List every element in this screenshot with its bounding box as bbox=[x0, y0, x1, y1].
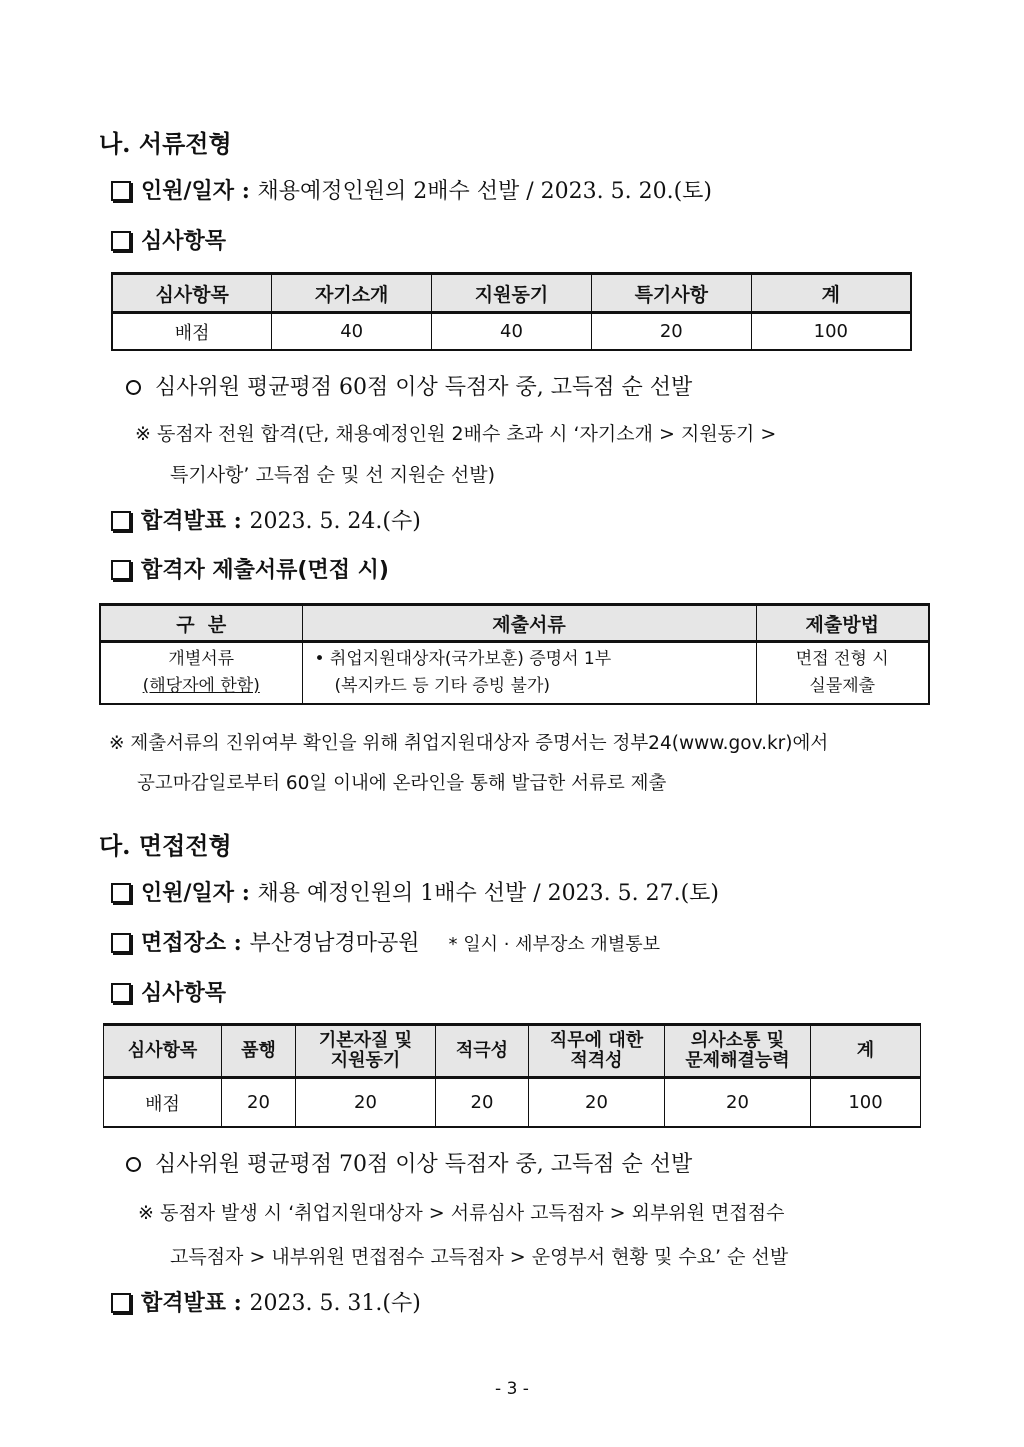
announce-value: 2023. 5. 24.(수) bbox=[249, 509, 421, 534]
announce-label: 합격발표 bbox=[141, 509, 227, 534]
method-line2: 실물제출 bbox=[809, 676, 876, 696]
venue-line: 면접장소 : 부산경남경마공원 * 일시 · 세부장소 개별통보 bbox=[111, 926, 660, 957]
method-line1: 면접 전형 시 bbox=[795, 649, 889, 669]
table-header-cell: 제출방법 bbox=[756, 605, 929, 642]
checkbox-square-icon bbox=[111, 933, 131, 953]
table-header-cell bbox=[296, 1025, 436, 1078]
table-cell-category bbox=[100, 642, 302, 705]
checkbox-square-icon bbox=[111, 1293, 131, 1313]
table-row bbox=[112, 313, 911, 351]
submission-docs-table bbox=[99, 603, 930, 705]
table-cell: 20 bbox=[591, 313, 751, 351]
table-header-cell: 계 bbox=[751, 274, 911, 313]
category-line2: (해당자에 한함) bbox=[142, 676, 260, 696]
personnel-date-line: 인원/일자 : 채용예정인원의 2배수 선발 / 2023. 5. 20.(토) bbox=[111, 174, 712, 205]
table-cell: 20 bbox=[529, 1078, 665, 1128]
interview-personnel-line: 인원/일자 : 채용 예정인원의 1배수 선발 / 2023. 5. 27.(토) bbox=[111, 876, 719, 907]
table-header-cell: 심사항목 bbox=[112, 274, 272, 313]
venue-value: 부산경남경마공원 bbox=[249, 931, 420, 956]
checkbox-square-icon bbox=[111, 560, 131, 580]
table-header-cell: 적극성 bbox=[436, 1025, 529, 1078]
table-header-row bbox=[104, 1025, 921, 1078]
table-cell: 20 bbox=[296, 1078, 436, 1128]
table-row bbox=[104, 1078, 921, 1128]
table-header-cell: 계 bbox=[811, 1025, 921, 1078]
table-cell: 배점 bbox=[112, 313, 272, 351]
announce-line: 합격발표 : 2023. 5. 24.(수) bbox=[111, 504, 421, 535]
criteria-heading-line bbox=[111, 224, 226, 255]
docs-heading: 합격자 제출서류(면접 시) bbox=[141, 558, 389, 583]
section-title-interview: 다. 면접전형 bbox=[99, 831, 232, 860]
table-cell: 40 bbox=[272, 313, 432, 351]
table-header-cell: 특기사항 bbox=[591, 274, 751, 313]
table-header-cell: 자기소개 bbox=[272, 274, 432, 313]
table-header-row bbox=[112, 274, 911, 313]
table-header-cell bbox=[665, 1025, 811, 1078]
docs-heading-line bbox=[111, 553, 389, 584]
header-line: 직무에 대한 bbox=[549, 1030, 644, 1051]
selection-line bbox=[126, 370, 692, 401]
interview-tie-note-line2: 고득점자 > 내부위원 면접점수 고득점자 > 운영부서 현황 및 수요’ 순 선발 bbox=[170, 1246, 789, 1268]
document-screening-table bbox=[111, 272, 912, 351]
docs-note-line2: 공고마감일로부터 60일 이내에 온라인을 통해 발급한 서류로 제출 bbox=[137, 773, 667, 794]
checkbox-square-icon bbox=[111, 883, 131, 903]
checkbox-square-icon bbox=[111, 181, 131, 201]
header-line: 적격성 bbox=[570, 1050, 623, 1071]
header-line: 의사소통 및 bbox=[690, 1030, 785, 1051]
interview-criteria-table bbox=[103, 1023, 921, 1128]
selection-text: 심사위원 평균평점 70점 이상 득점자 중, 고득점 순 선발 bbox=[155, 1152, 693, 1177]
checkbox-square-icon bbox=[111, 983, 131, 1003]
personnel-label: 인원/일자 bbox=[141, 881, 235, 906]
header-line: 문제해결능력 bbox=[685, 1050, 790, 1071]
interview-selection-line bbox=[126, 1147, 692, 1178]
table-header-cell: 지원동기 bbox=[432, 274, 592, 313]
checkbox-square-icon bbox=[111, 231, 131, 251]
table-header-cell: 제출서류 bbox=[302, 605, 756, 642]
table-header-cell bbox=[529, 1025, 665, 1078]
personnel-label: 인원/일자 bbox=[141, 179, 235, 204]
docs-note-line1: ※ 제출서류의 진위여부 확인을 위해 취업지원대상자 증명서는 정부24(www.gov.kr)에서 bbox=[109, 733, 829, 754]
category-line1: 개별서류 bbox=[168, 649, 235, 669]
venue-label: 면접장소 bbox=[141, 931, 227, 956]
personnel-value: 채용예정인원의 2배수 선발 / 2023. 5. 20.(토) bbox=[257, 179, 713, 204]
section-title-document-screening: 나. 서류전형 bbox=[99, 129, 232, 158]
page-number: - 3 - bbox=[495, 1379, 529, 1399]
table-row bbox=[100, 642, 929, 705]
selection-text: 심사위원 평균평점 60점 이상 득점자 중, 고득점 순 선발 bbox=[155, 375, 693, 400]
announce-label: 합격발표 bbox=[141, 1291, 227, 1316]
table-cell: 20 bbox=[436, 1078, 529, 1128]
interview-criteria-heading-line bbox=[111, 976, 226, 1007]
table-cell: 100 bbox=[751, 313, 911, 351]
doc-line1: • 취업지원대상자(국가보훈) 증명서 1부 bbox=[314, 649, 612, 669]
table-cell: 배점 bbox=[104, 1078, 222, 1128]
announce-value: 2023. 5. 31.(수) bbox=[249, 1291, 421, 1316]
table-cell: 20 bbox=[222, 1078, 296, 1128]
interview-tie-note-line1: ※ 동점자 발생 시 ‘취업지원대상자 > 서류심사 고득점자 > 외부위원 면접점수 bbox=[138, 1202, 785, 1224]
checkbox-square-icon bbox=[111, 511, 131, 531]
tie-note-line2: 특기사항’ 고득점 순 및 선 지원순 선발) bbox=[170, 464, 496, 486]
interview-announce-line: 합격발표 : 2023. 5. 31.(수) bbox=[111, 1286, 421, 1317]
table-header-row bbox=[100, 605, 929, 642]
table-cell: 40 bbox=[432, 313, 592, 351]
tie-note-line1: ※ 동점자 전원 합격(단, 채용예정인원 2배수 초과 시 ‘자기소개 > 지원동기 > bbox=[135, 423, 777, 445]
table-cell-docs bbox=[302, 642, 756, 705]
header-line: 지원동기 bbox=[330, 1050, 401, 1071]
circle-bullet-icon bbox=[126, 1157, 141, 1172]
header-line: 기본자질 및 bbox=[318, 1030, 413, 1051]
table-cell: 100 bbox=[811, 1078, 921, 1128]
table-cell-method bbox=[756, 642, 929, 705]
table-header-cell: 심사항목 bbox=[104, 1025, 222, 1078]
criteria-heading: 심사항목 bbox=[141, 229, 227, 254]
criteria-heading: 심사항목 bbox=[141, 981, 227, 1006]
doc-line2: (복지카드 등 기타 증빙 불가) bbox=[334, 676, 551, 696]
table-header-cell: 구 분 bbox=[100, 605, 302, 642]
circle-bullet-icon bbox=[126, 380, 141, 395]
table-header-cell: 품행 bbox=[222, 1025, 296, 1078]
personnel-value: 채용 예정인원의 1배수 선발 / 2023. 5. 27.(토) bbox=[257, 881, 720, 906]
venue-note: * 일시 · 세부장소 개별통보 bbox=[448, 934, 660, 955]
table-cell: 20 bbox=[665, 1078, 811, 1128]
